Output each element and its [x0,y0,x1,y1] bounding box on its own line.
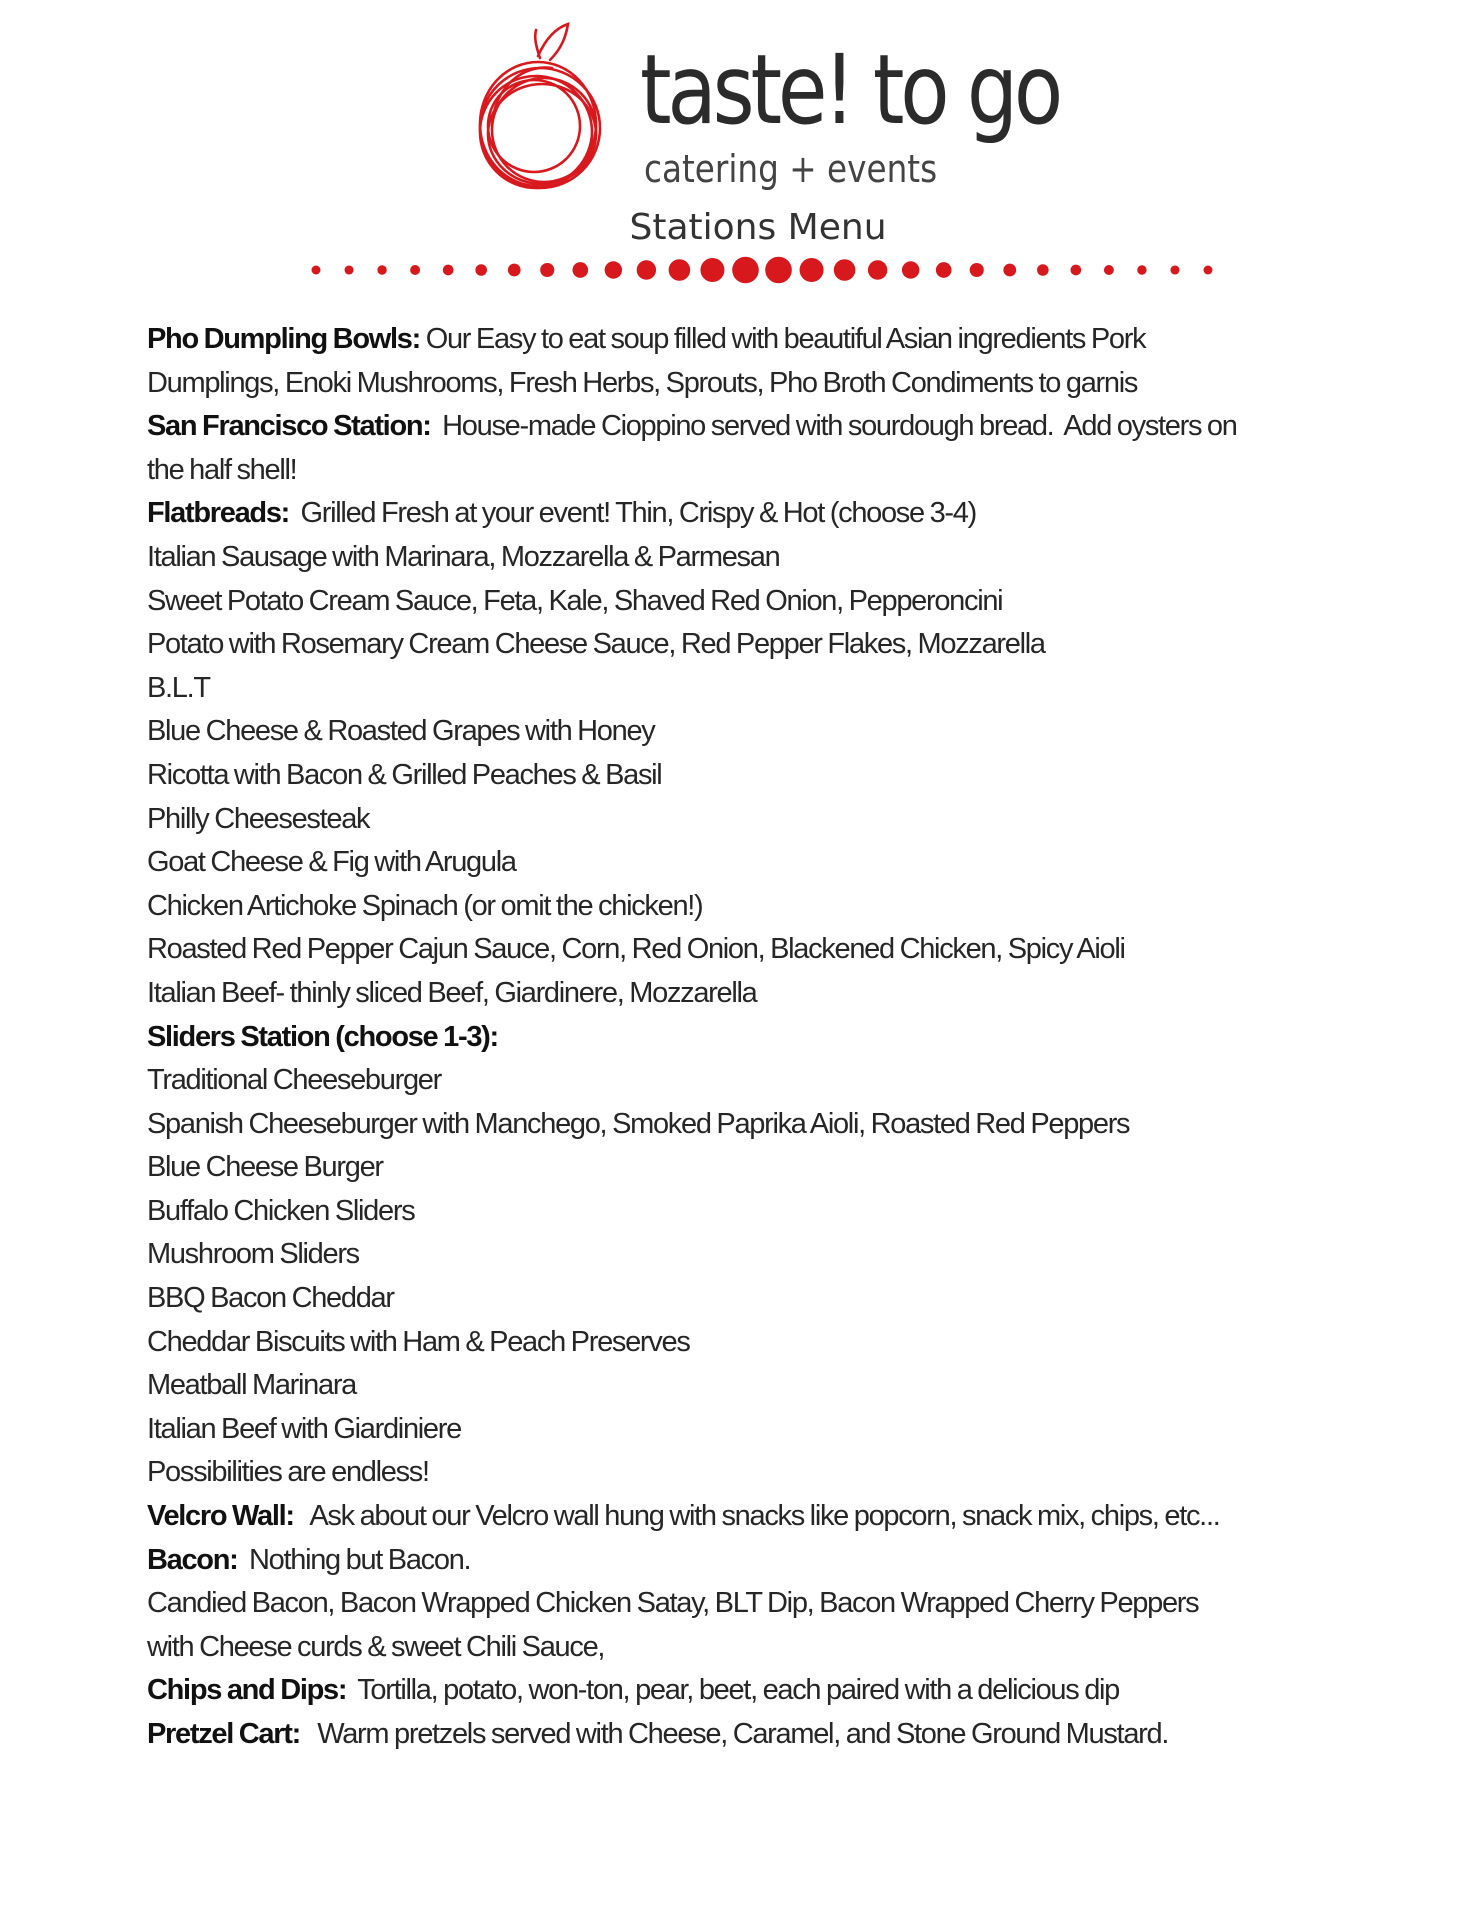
menu-item: Chicken Artichoke Spinach (or omit the chicken!) [147,889,703,922]
divider-dot [344,265,353,274]
menu-item: Italian Sausage with Marinara, Mozzarella & Parmesan [147,540,780,573]
decorative-dot-divider [0,250,1484,290]
menu-item: Blue Cheese & Roasted Grapes with Honey [147,715,655,748]
section-bacon [147,1539,1347,1583]
section-label: Pho Dumpling Bowls: [147,323,420,355]
divider-dot [868,260,887,279]
divider-dot [572,262,588,278]
divider-dot [1037,264,1049,276]
section-velcro-wall [147,1495,1347,1539]
section-sliders-station-choose-1-3 [147,1016,1347,1060]
divider-dot [732,257,759,284]
section-san-francisco-station [147,405,1347,449]
divider-dot [834,259,856,281]
page-title: Stations Menu [629,207,887,248]
menu-item: BBQ Bacon Cheddar [147,1282,394,1315]
menu-item: Cheddar Biscuits with Ham & Peach Preserves [147,1325,690,1358]
menu-item: Goat Cheese & Fig with Arugula [147,846,516,879]
divider-dot [1104,265,1114,275]
menu-item: B.L.T [147,671,210,704]
menu-item: Philly Cheesesteak [147,802,370,835]
section-label: Bacon: [147,1543,238,1576]
menu-item: Traditional Cheeseburger [147,1064,441,1097]
section-description-continued: Dumplings, Enoki Mushrooms, Fresh Herbs, Sprouts, Pho Broth Condiments to garnis [147,366,1138,399]
divider-dot [637,260,656,279]
menu-item: Blue Cheese Burger [147,1151,383,1184]
divider-dot [377,265,386,274]
divider-dot [443,265,454,276]
section-description: Grilled Fresh at your event! Thin, Crispy & Hot (choose 3-4) [289,497,976,530]
menu-item: Italian Beef- thinly sliced Beef, Giardinere, Mozzarella [147,976,757,1009]
divider-dot [936,262,952,278]
divider-dot [508,264,521,277]
section-description-continued: the half shell! [147,453,297,486]
menu-item: Ricotta with Bacon & Grilled Peaches & Basil [147,758,662,791]
section-flatbreads [147,492,1347,536]
section-description: Ask about our Velcro wall hung with snacks like popcorn, snack mix, chips, etc... [293,1500,1220,1533]
section-label: Flatbreads: [147,497,290,530]
section-pho-dumpling-bowls [147,318,1347,362]
divider-dot [1071,265,1082,276]
divider-dot [970,263,984,277]
menu-item: Roasted Red Pepper Cajun Sauce, Corn, Red Onion, Blackened Chicken, Spicy Aioli [147,933,1125,966]
section-label: San Francisco Station: [147,410,431,443]
menu-item: Candied Bacon, Bacon Wrapped Chicken Satay, BLT Dip, Bacon Wrapped Cherry Peppers [147,1587,1199,1620]
menu-item: Italian Beef with Giardiniere [147,1412,461,1445]
divider-dot [1137,265,1146,274]
menu-item: Buffalo Chicken Sliders [147,1194,415,1227]
apple-logo-icon [474,16,606,206]
divider-dot [902,261,919,278]
section-pretzel-cart [147,1713,1347,1757]
menu-item: Possibilities are endless! [147,1456,429,1489]
divider-dot [605,261,622,278]
divider-dot [410,265,420,275]
section-description: Tortilla, potato, won-ton, pear, beet, each paired with a delicious dip [346,1674,1120,1707]
section-chips-and-dips [147,1669,1347,1713]
menu-item: Sweet Potato Cream Sauce, Feta, Kale, Shaved Red Onion, Pepperoncini [147,584,1003,617]
section-label: Sliders Station (choose 1-3): [147,1020,498,1053]
section-description: Warm pretzels served with Cheese, Caramel, and Stone Ground Mustard. [299,1718,1169,1750]
divider-dot [1003,264,1016,277]
section-description: Nothing but Bacon. [237,1543,471,1576]
divider-dot [312,266,321,275]
section-label: Pretzel Cart: [147,1718,300,1750]
section-label: Velcro Wall: [147,1500,294,1533]
section-description: Our Easy to eat soup filled with beautiful Asian ingredients Pork [419,323,1146,355]
brand-tagline: catering + events [644,147,938,191]
menu-item: Spanish Cheeseburger with Manchego, Smoked Paprika Aioli, Roasted Red Peppers [147,1107,1130,1140]
menu-body [147,318,1347,1757]
brand-name: taste! to go [640,34,1059,146]
menu-item: Meatball Marinara [147,1369,356,1402]
divider-dot [540,263,554,277]
menu-item: with Cheese curds & sweet Chili Sauce, [147,1630,605,1663]
divider-dot [1204,266,1213,275]
divider-dot [765,257,792,284]
divider-dot [800,258,824,282]
menu-item: Potato with Rosemary Cream Cheese Sauce, Red Pepper Flakes, Mozzarella [147,628,1045,661]
divider-dot [669,259,691,281]
section-description: House-made Cioppino served with sourdough bread. Add oysters on [430,410,1237,443]
section-label: Chips and Dips: [147,1674,347,1707]
menu-item: Mushroom Sliders [147,1238,359,1271]
divider-dot [700,258,724,282]
divider-dot [475,264,487,276]
divider-dot [1170,265,1179,274]
